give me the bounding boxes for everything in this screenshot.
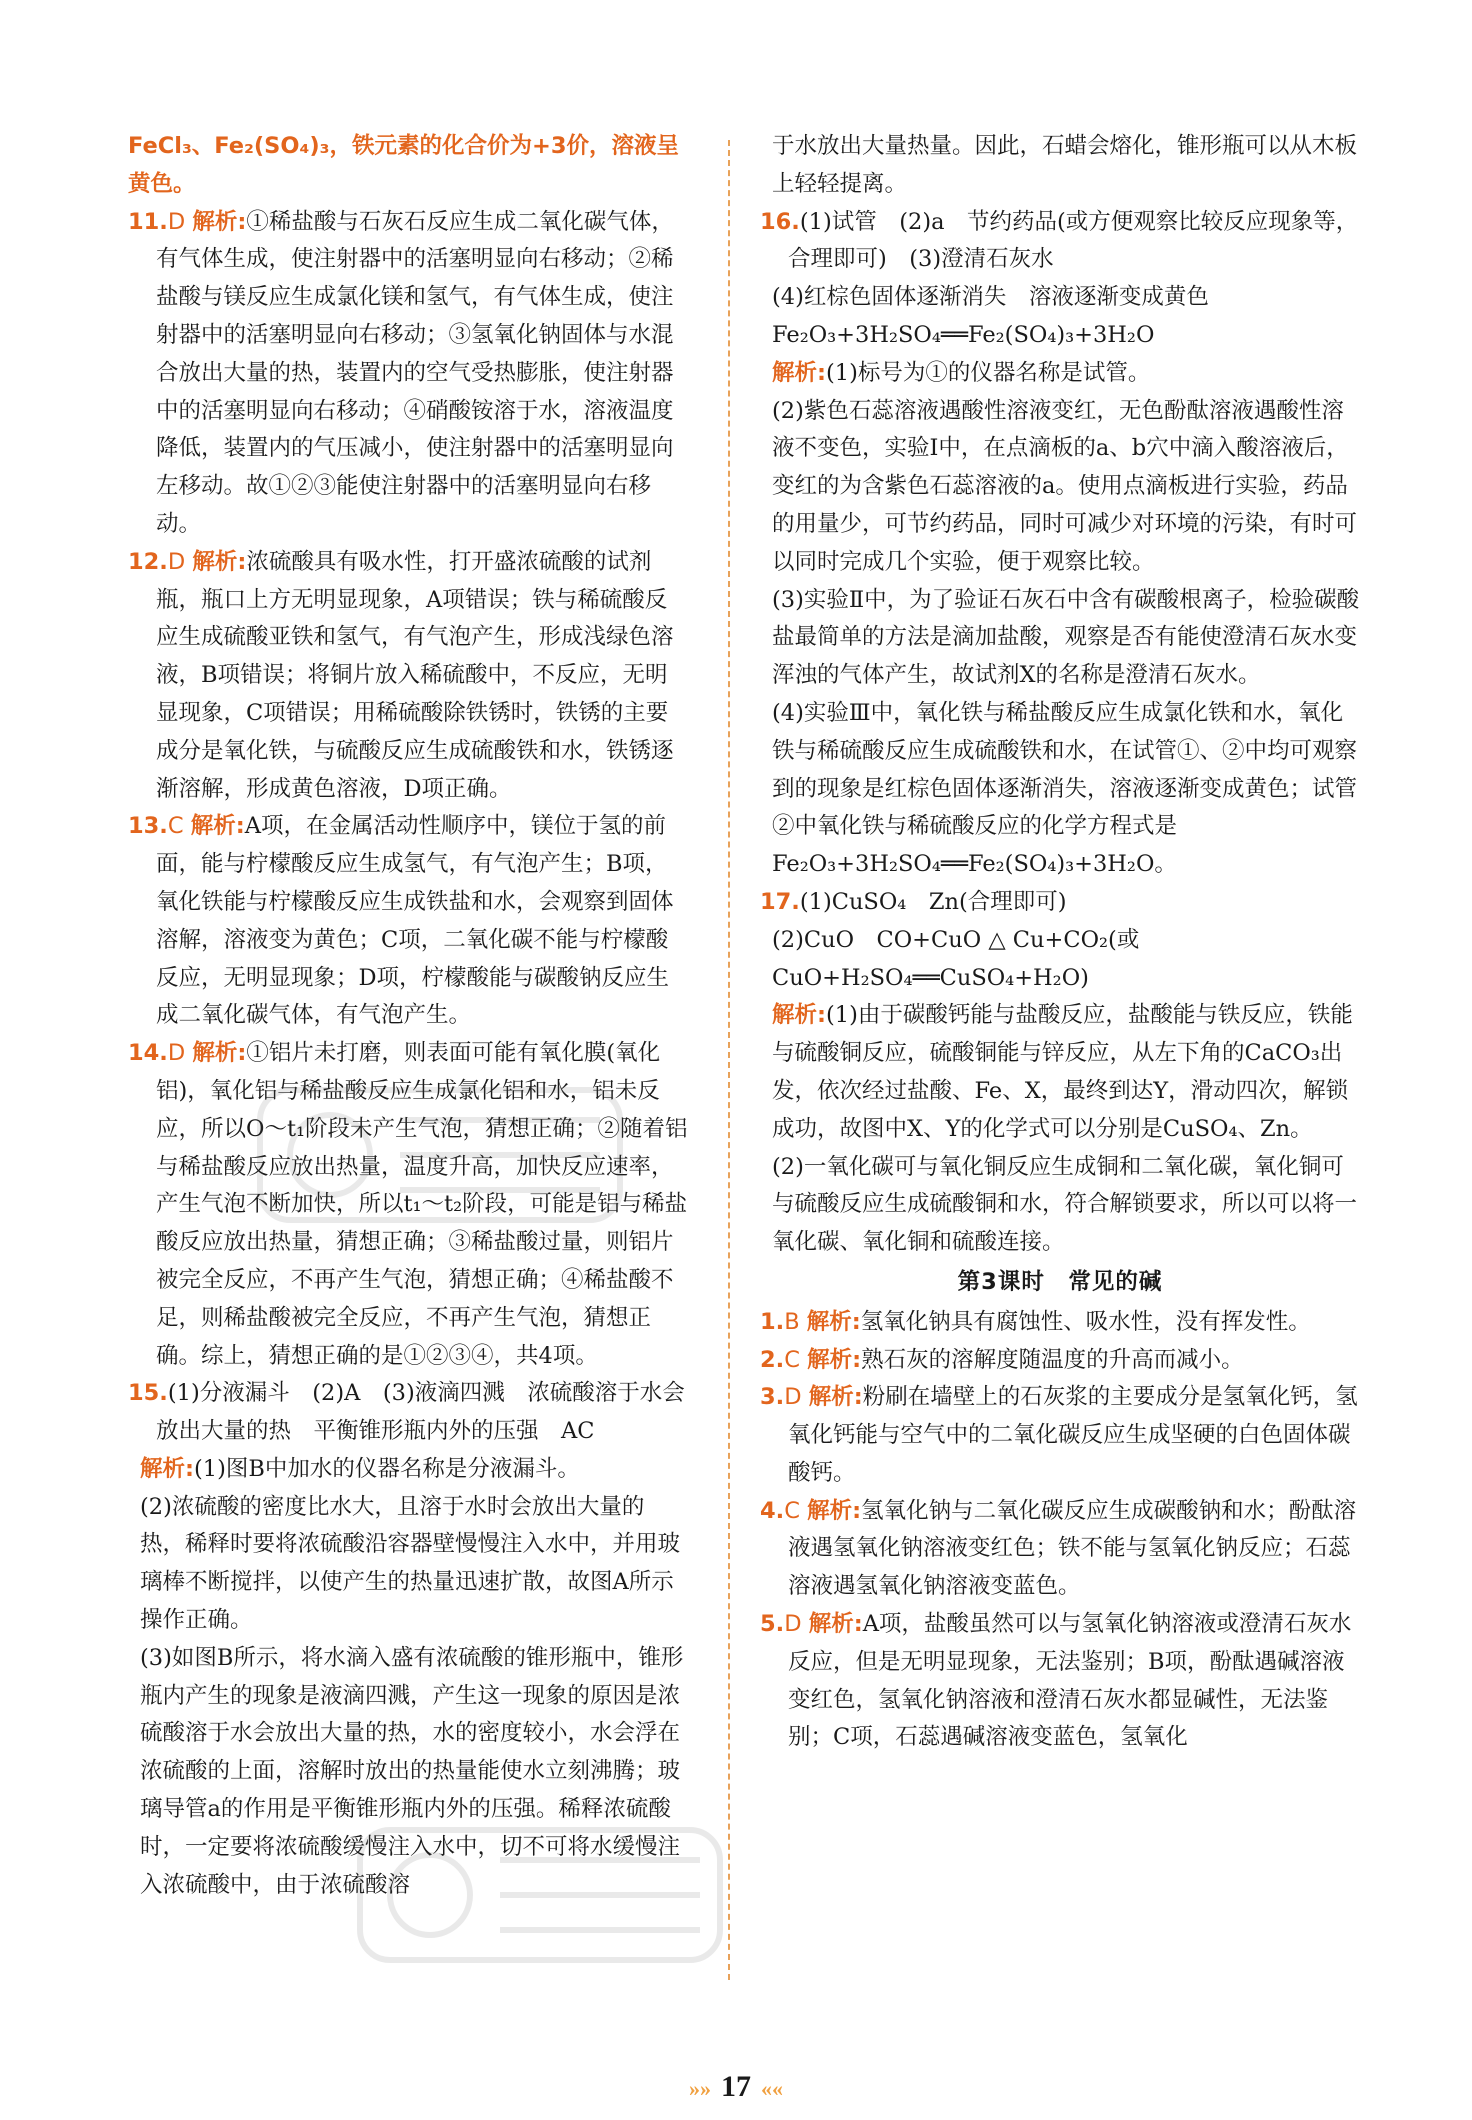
ornament-right-icon: «« — [761, 2076, 783, 2101]
answer-15-explain-1: 解析:(1)图B中加水的仪器名称是分液漏斗。 — [140, 1455, 580, 1482]
answer-15: 15.(1)分液漏斗 (2)A (3)液滴四溅 浓硫酸溶于水会放出大量的热 平衡锥形瓶内外的压强 AC — [128, 1380, 685, 1445]
answer-13: 13.C 解析:A项，在金属活动性顺序中，镁位于氢的前面，能与柠檬酸反应生成氢气，有气泡产生；B项，氧化铁能与柠檬酸反应生成铁盐和水，会观察到固体溶解，溶液变为黄色；C项，二氧化碳不能与柠檬酸反应，无明显现象；D项，柠檬酸能与碳酸钠反应生成二氧化碳气体，有气泡产生。 — [128, 813, 674, 1029]
answer-17-explain-2: (2)一氧化碳可与氧化铜反应生成铜和二氧化碳，氧化铜可与硫酸反应生成硫酸铜和水，符合解锁要求，所以可以将一氧化碳、氧化铜和硫酸连接。 — [772, 1153, 1358, 1256]
answer-r1: 1.B 解析:氢氧化钠具有腐蚀性、吸水性，没有挥发性。 — [760, 1308, 1311, 1335]
answer-r4: 4.C 解析:氢氧化钠与二氧化碳反应生成碳酸钠和水；酚酞溶液遇氢氧化钠溶液变红色；铁不能与氢氧化钠反应；石蕊溶液遇氢氧化钠溶液变蓝色。 — [760, 1497, 1357, 1600]
answer-17: 17.(1)CuSO₄ Zn(合理即可) — [760, 888, 1067, 915]
continued-text-right: 于水放出大量热量。因此，石蜡会熔化，锥形瓶可以从木板上轻轻提离。 — [772, 133, 1358, 197]
right-column — [760, 128, 1360, 1757]
answer-16-explain-4: (4)实验Ⅲ中，氧化铁与稀盐酸反应生成氯化铁和水，氧化铁与稀硫酸反应生成硫酸铁和水，在试管①、②中均可观察到的现象是红棕色固体逐渐消失，溶液逐渐变成黄色；试管②中氧化铁与稀硫酸反应的化学方程式是Fe₂O₃+3H₂SO₄══Fe₂(SO₄)₃+3H₂O。 — [772, 699, 1358, 878]
answer-15-explain-3: (3)如图B所示，将水滴入盛有浓硫酸的锥形瓶中，锥形瓶内产生的现象是液滴四溅，产生这一现象的原因是浓硫酸溶于水会放出大量的热，水的密度较小，水会浮在浓硫酸的上面，溶解时放出的热量能使水立刻沸腾；玻璃导管a的作用是平衡锥形瓶内外的压强。稀释浓硫酸时，一定要将浓硫酸缓慢注入水中，切不可将水缓慢注入浓硫酸中，由于浓硫酸溶 — [140, 1644, 684, 1898]
answer-r5: 5.D 解析:A项，盐酸虽然可以与氢氧化钠溶液或澄清石灰水反应，但是无明显现象，无法鉴别；B项，酚酞遇碱溶液变红色，氢氧化钠溶液和澄清石灰水都显碱性，无法鉴别；C项，石蕊遇碱溶液变蓝色，氢氧化 — [760, 1611, 1352, 1751]
answer-16-explain-2: (2)紫色石蕊溶液遇酸性溶液变红，无色酚酞溶液遇酸性溶液不变色，实验Ⅰ中，在点滴板的a、b穴中滴入酸溶液后，变红的为含紫色石蕊溶液的a。使用点滴板进行实验，药品的用量少，可节约药品，同时可减少对环境的污染，有时可以同时完成几个实验，便于观察比较。 — [772, 397, 1358, 575]
answer-16-part4: (4)红棕色固体逐渐消失 溶液逐渐变成黄色 — [772, 284, 1209, 311]
ornament-left-icon: »» — [689, 2076, 711, 2101]
column-divider — [728, 140, 730, 1980]
answer-16: 16.(1)试管 (2)a 节约药品(或方便观察比较反应现象等，合理即可) (3)澄清石灰水 — [760, 208, 1359, 273]
left-column — [128, 128, 688, 1904]
answer-16-explain-3: (3)实验Ⅱ中，为了验证石灰石中含有碳酸根离子，检验碳酸盐最简单的方法是滴加盐酸，观察是否有能使澄清石灰水变浑浊的气体产生，故试剂X的名称是澄清石灰水。 — [772, 586, 1360, 689]
page-number: 17 — [721, 2070, 751, 2103]
page-footer — [0, 2070, 1472, 2104]
answer-16-explain-1: 解析:(1)标号为①的仪器名称是试管。 — [772, 359, 1151, 386]
continued-text: FeCl₃、Fe₂(SO₄)₃，铁元素的化合价为+3价，溶液呈黄色。 — [128, 133, 679, 197]
answer-17-part2: (2)CuO CO+CuO △ Cu+CO₂(或CuO+H₂SO₄══CuSO₄+H₂O) — [772, 926, 1140, 991]
answer-r2: 2.C 解析:熟石灰的溶解度随温度的升高而减小。 — [760, 1346, 1244, 1373]
answer-16-equation: Fe₂O₃+3H₂SO₄══Fe₂(SO₄)₃+3H₂O — [772, 321, 1155, 348]
answer-12: 12.D 解析:浓硫酸具有吸水性，打开盛浓硫酸的试剂瓶，瓶口上方无明显现象，A项错误；铁与稀硫酸反应生成硫酸亚铁和氢气，有气泡产生，形成浅绿色溶液，B项错误；将铜片放入稀硫酸中，不反应，无明显现象，C项错误；用稀硫酸除铁锈时，铁锈的主要成分是氧化铁，与硫酸反应生成硫酸铁和水，铁锈逐渐溶解，形成黄色溶液，D项正确。 — [128, 548, 674, 802]
answer-15-explain-2: (2)浓硫酸的密度比水大，且溶于水时会放出大量的热，稀释时要将浓硫酸沿容器壁慢慢注入水中，并用玻璃棒不断搅拌，以使产生的热量迅速扩散，故图A所示操作正确。 — [140, 1493, 681, 1634]
answer-11: 11.D 解析:①稀盐酸与石灰石反应生成二氧化碳气体，有气体生成，使注射器中的活塞明显向右移动；②稀盐酸与镁反应生成氯化镁和氢气，有气体生成，使注射器中的活塞明显向右移动；③氢氧化钠固体与水混合放出大量的热，装置内的空气受热膨胀，使注射器中的活塞明显向右移动；④硝酸铵溶于水，溶液温度降低，装置内的气压减小，使注射器中的活塞明显向左移动。故①②③能使注射器中的活塞明显向右移动。 — [128, 208, 674, 537]
answer-17-explain-1: 解析:(1)由于碳酸钙能与盐酸反应，盐酸能与铁反应，铁能与硫酸铜反应，硫酸铜能与锌反应，从左下角的CaCO₃出发，依次经过盐酸、Fe、X，最终到达Y，滑动四次，解锁成功，故图中X、Y的化学式可以分别是CuSO₄、Zn。 — [772, 1002, 1353, 1142]
lesson-heading: 第3课时 常见的碱 — [957, 1268, 1163, 1295]
answer-14: 14.D 解析:①铝片未打磨，则表面可能有氧化膜(氧化铝)，氧化铝与稀盐酸反应生成氯化铝和水，铝未反应，所以O～t₁阶段未产生气泡，猜想正确；②随着铝与稀盐酸反应放出热量，温度升高，加快反应速率，产生气泡不断加快，所以t₁～t₂阶段，可能是铝与稀盐酸反应放出热量，猜想正确；③稀盐酸过量，则铝片被完全反应，不再产生气泡，猜想正确；④稀盐酸不足，则稀盐酸被完全反应，不再产生气泡，猜想正确。综上，猜想正确的是①②③④，共4项。 — [128, 1040, 688, 1369]
answer-r3: 3.D 解析:粉刷在墙壁上的石灰浆的主要成分是氢氧化钙，氢氧化钙能与空气中的二氧化碳反应生成坚硬的白色固体碳酸钙。 — [760, 1384, 1358, 1486]
